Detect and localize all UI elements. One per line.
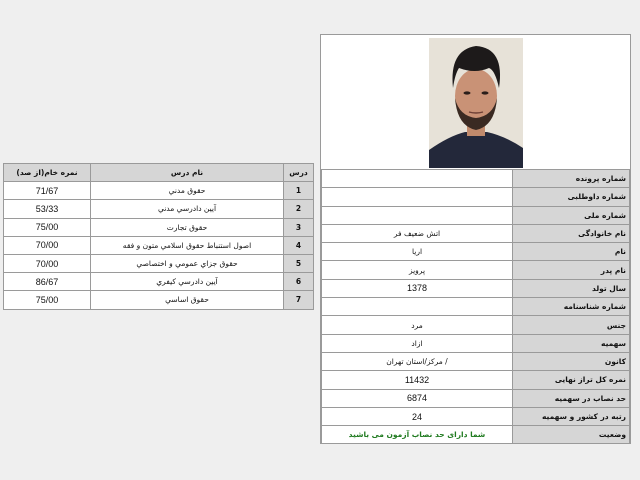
info-value — [322, 298, 513, 316]
info-row — [322, 261, 630, 279]
info-label: وضعیت — [513, 426, 630, 444]
info-label: شماره داوطلبی — [513, 188, 630, 206]
course-number: 2 — [284, 200, 314, 218]
info-value: اريا — [322, 243, 513, 261]
header-course-number: درس — [284, 164, 314, 182]
course-name: حقوق مدني — [91, 182, 284, 200]
info-value: پرويز — [322, 261, 513, 279]
info-label: شماره ملی — [513, 206, 630, 224]
info-value: 11432 — [322, 371, 513, 389]
courses-header-row — [4, 164, 314, 182]
info-row — [322, 188, 630, 206]
info-label: رتبه در کشور و سهمیه — [513, 407, 630, 425]
info-label: نام پدر — [513, 261, 630, 279]
info-row — [322, 334, 630, 352]
info-value — [322, 206, 513, 224]
info-value: ازاد — [322, 334, 513, 352]
header-course-name: نام درس — [91, 164, 284, 182]
course-score: 70/00 — [4, 236, 91, 254]
course-name: حقوق جزاي عمومي و اختصاصي — [91, 254, 284, 272]
candidate-photo — [429, 38, 523, 168]
course-number: 5 — [284, 254, 314, 272]
course-number: 4 — [284, 236, 314, 254]
course-number: 3 — [284, 218, 314, 236]
course-name: حقوق اساسي — [91, 291, 284, 309]
info-row — [322, 426, 630, 444]
person-photo-icon — [429, 38, 523, 168]
course-name: اصول استنباط حقوق اسلامي متون و فقه — [91, 236, 284, 254]
info-row — [322, 170, 630, 188]
info-value: اتش ضعیف فر — [322, 224, 513, 242]
course-score: 70/00 — [4, 254, 91, 272]
course-number: 7 — [284, 291, 314, 309]
course-score: 75/00 — [4, 218, 91, 236]
course-row — [4, 254, 314, 272]
info-label: نام خانوادگی — [513, 224, 630, 242]
course-score: 75/00 — [4, 291, 91, 309]
info-row — [322, 243, 630, 261]
course-score: 86/67 — [4, 273, 91, 291]
info-value — [322, 188, 513, 206]
info-label: سهمیه — [513, 334, 630, 352]
info-row — [322, 279, 630, 297]
course-number: 1 — [284, 182, 314, 200]
course-row — [4, 182, 314, 200]
info-label: شماره پرونده — [513, 170, 630, 188]
status-value: شما دارای حد نصاب آزمون می باشید — [322, 426, 513, 444]
info-label: نام — [513, 243, 630, 261]
info-value: / مرکز/استان تهران — [322, 352, 513, 370]
info-label: سال تولد — [513, 279, 630, 297]
info-row — [322, 407, 630, 425]
info-row — [322, 316, 630, 334]
course-score: 71/67 — [4, 182, 91, 200]
info-row — [322, 224, 630, 242]
candidate-profile — [320, 34, 631, 444]
info-row — [322, 371, 630, 389]
course-row — [4, 200, 314, 218]
course-row — [4, 218, 314, 236]
info-value: 24 — [322, 407, 513, 425]
info-label: شماره شناسنامه — [513, 298, 630, 316]
course-row — [4, 291, 314, 309]
course-number: 6 — [284, 273, 314, 291]
info-row — [322, 206, 630, 224]
course-name: آيين دادرسي كيفري — [91, 273, 284, 291]
info-label: جنس — [513, 316, 630, 334]
info-value: 1378 — [322, 279, 513, 297]
info-label: کانون — [513, 352, 630, 370]
course-name: حقوق تجارت — [91, 218, 284, 236]
info-label: حد نصاب در سهمیه — [513, 389, 630, 407]
info-value: 6874 — [322, 389, 513, 407]
header-score: نمره خام(از صد) — [4, 164, 91, 182]
info-value: مرد — [322, 316, 513, 334]
candidate-info-table — [321, 169, 630, 444]
course-row — [4, 236, 314, 254]
course-row — [4, 273, 314, 291]
courses-table — [3, 163, 314, 310]
info-row — [322, 389, 630, 407]
course-name: آيين دادرسي مدني — [91, 200, 284, 218]
info-row — [322, 352, 630, 370]
info-value — [322, 170, 513, 188]
course-score: 53/33 — [4, 200, 91, 218]
info-row — [322, 298, 630, 316]
info-label: نمره کل تراز نهایی — [513, 371, 630, 389]
